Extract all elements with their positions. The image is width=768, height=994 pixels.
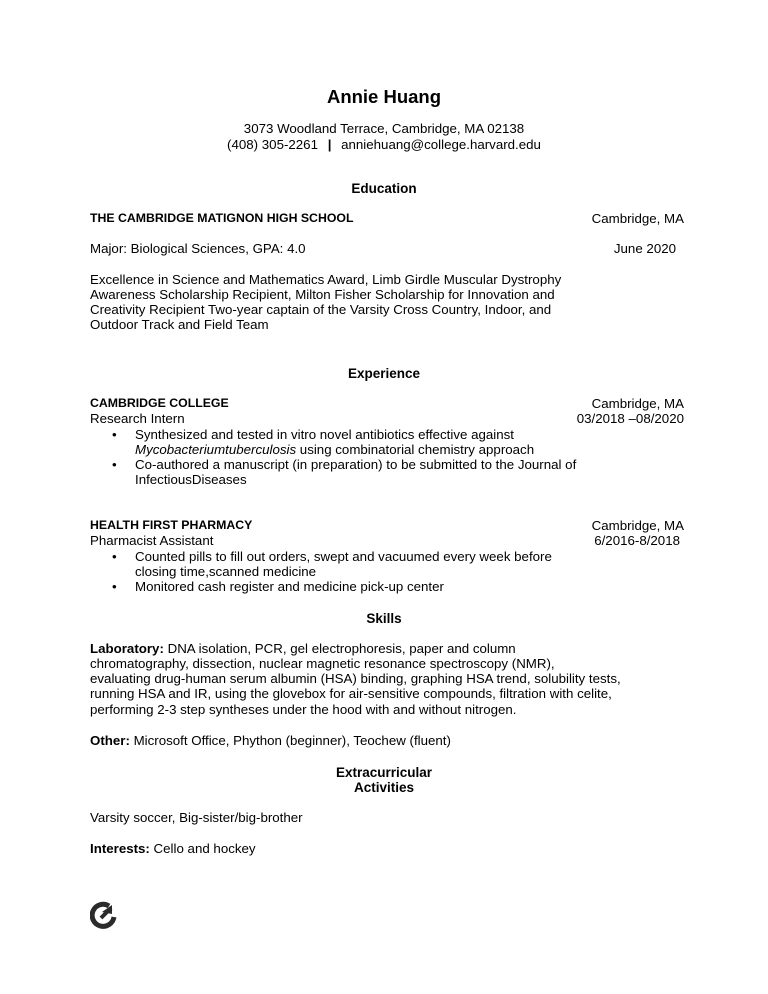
job-dates: 6/2016-8/2018 (594, 533, 680, 548)
school-name: THE CAMBRIDGE MATIGNON HIGH SCHOOL (90, 211, 354, 225)
awards-line: Outdoor Track and Field Team (90, 317, 269, 332)
resume-name: Annie Huang (326, 86, 442, 107)
skills-line: chromatography, dissection, nuclear magnetic resonance spectroscopy (NMR), (90, 656, 555, 671)
job-bullet-line (135, 442, 534, 457)
interests-label: Interests: (90, 841, 150, 856)
job-location: Cambridge, MA (591, 518, 684, 533)
job-org: HEALTH FIRST PHARMACY (90, 518, 253, 532)
job-bullet-line: closing time,scanned medicine (135, 564, 317, 579)
job-bullet-line: Co-authored a manuscript (in preparation) to be submitted to the Journal of (135, 457, 577, 472)
job-role: Research Intern (90, 411, 185, 426)
job-bullet-line: Synthesized and tested in vitro novel antibiotics effective against (135, 427, 514, 442)
address: 3073 Woodland Terrace, Cambridge, MA 02138 (243, 121, 525, 136)
arrow-refresh-logo-icon (90, 900, 118, 930)
awards-line: Creativity Recipient Two-year captain of the Varsity Cross Country, Indoor, and (90, 302, 552, 317)
phone: (408) 305-2261 (227, 137, 318, 152)
bullet-icon: • (112, 549, 117, 564)
skills-line: performing 2-3 step syntheses under the hood with and without nitrogen. (90, 702, 517, 717)
skills-line (90, 641, 516, 656)
job-bullet-line: InfectiousDiseases (135, 472, 247, 487)
bullet-icon: • (112, 579, 117, 594)
extracurricular-heading-2: Activities (353, 780, 415, 795)
job-bullet-line: Counted pills to fill out orders, swept and vacuumed every week before (135, 549, 552, 564)
other-skills (90, 733, 451, 748)
contact-separator: | (327, 137, 332, 152)
interests (90, 841, 256, 856)
school-location: Cambridge, MA (591, 211, 684, 226)
job-role: Pharmacist Assistant (90, 533, 214, 548)
lab-label: Laboratory: (90, 641, 164, 656)
experience-heading: Experience (347, 366, 421, 381)
skills-line: evaluating drug-human serum albumin (HSA) binding, graphing HSA trend, solubility tests, (90, 671, 621, 686)
other-label: Other: (90, 733, 130, 748)
italic-term: Mycobacteriumtuberculosis (135, 442, 297, 457)
job-bullet-text: using combinatorial chemistry approach (296, 442, 535, 457)
contact-line (0, 137, 768, 152)
awards-line: Awareness Scholarship Recipient, Milton Fisher Scholarship for Innovation and (90, 287, 555, 302)
awards-line: Excellence in Science and Mathematics Award, Limb Girdle Muscular Dystrophy (90, 272, 562, 287)
bullet-icon: • (112, 427, 117, 442)
other-text: Microsoft Office, Phython (beginner), Teochew (fluent) (129, 733, 451, 748)
skills-line: running HSA and IR, using the glovebox for air-sensitive compounds, filtration with celite, (90, 686, 612, 701)
major-gpa: Major: Biological Sciences, GPA: 4.0 (90, 241, 306, 256)
job-bullet-line: Monitored cash register and medicine pick-up center (135, 579, 444, 594)
bullet-icon: • (112, 457, 117, 472)
skills-heading: Skills (366, 611, 402, 626)
graduation-date: June 2020 (613, 241, 676, 256)
interests-text: Cello and hockey (149, 841, 256, 856)
job-org: CAMBRIDGE COLLEGE (90, 396, 229, 410)
education-heading: Education (351, 181, 417, 196)
extracurricular-heading: Extracurricular (335, 765, 433, 780)
email-link[interactable]: anniehuang@college.harvard.edu (341, 137, 541, 152)
job-location: Cambridge, MA (591, 396, 684, 411)
skills-text: DNA isolation, PCR, gel electrophoresis, paper and column (163, 641, 516, 656)
job-dates: 03/2018 –08/2020 (576, 411, 684, 426)
activities: Varsity soccer, Big-sister/big-brother (90, 810, 303, 825)
